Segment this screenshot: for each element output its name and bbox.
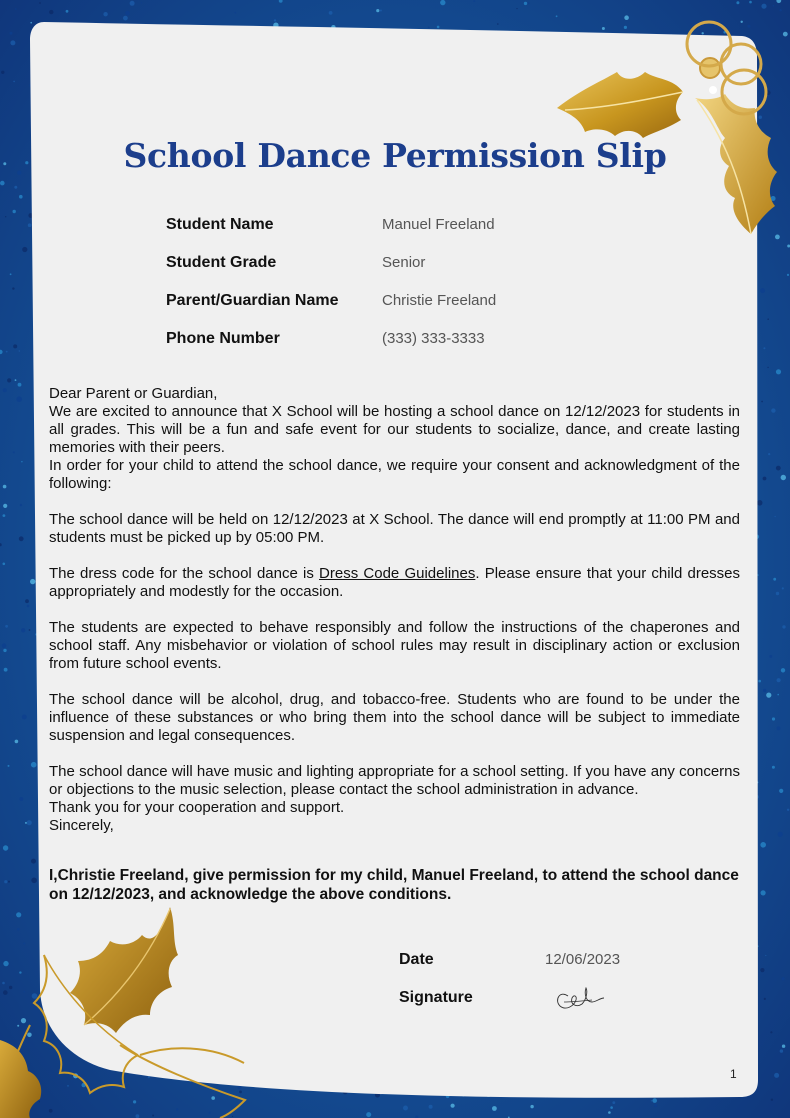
dress-code-text-before: The dress code for the school dance is	[49, 565, 320, 582]
info-row-phone-number	[166, 330, 566, 354]
info-row-parent-name	[166, 292, 566, 316]
dress-code-link[interactable]: Dress Code Guidelines	[319, 565, 476, 582]
letter-substances: The school dance will be alcohol, drug, and tobacco-free. Students who are found to be under the influence of these substances or who bring them into the school dance will be subject to immediate suspension and legal consequences.	[49, 691, 740, 744]
letter-behavior: The students are expected to behave responsibly and follow the instructions of the chaperones and school staff. Any misbehavior or violation of school rules may result in disciplinary action or exclusion from future school events.	[49, 619, 740, 672]
letter-time-terms: The school dance will be held on 12/12/2023 at X School. The dance will end promptly at 11:00 PM and students must be picked up by 05:00 PM.	[49, 511, 740, 546]
student-grade-value: Senior	[382, 254, 426, 271]
student-grade-label: Student Grade	[166, 254, 277, 271]
consent-statement: I,Christie Freeland, give permission for my child, Manuel Freeland, to attend the school dance on 12/12/2023, and acknowledge the above conditions.	[49, 867, 739, 903]
signature-label: Signature	[399, 989, 473, 1006]
phone-number-label: Phone Number	[166, 330, 280, 347]
letter-body	[49, 385, 740, 835]
parent-name-value: Christie Freeland	[382, 292, 497, 309]
letter-dress-code	[49, 565, 740, 601]
date-row	[399, 951, 729, 975]
letter-music: The school dance will have music and lighting appropriate for a school setting. If you have any concerns or objections to the music selection, please contact the school administration in advance.	[49, 763, 740, 798]
parent-name-label: Parent/Guardian Name	[166, 292, 339, 309]
letter-consent-request: In order for your child to attend the school dance, we require your consent and acknowledgment of the following:	[49, 457, 740, 492]
letter-closing: Sincerely,	[49, 817, 114, 834]
letter-greeting: Dear Parent or Guardian,	[49, 385, 218, 402]
student-name-label: Student Name	[166, 216, 274, 233]
info-row-student-grade	[166, 254, 566, 278]
student-name-value: Manuel Freeland	[382, 216, 495, 233]
page-title: School Dance Permission Slip	[123, 136, 667, 175]
phone-number-value: (333) 333-3333	[382, 330, 485, 347]
date-label: Date	[399, 951, 434, 968]
letter-thanks: Thank you for your cooperation and support.	[49, 799, 345, 816]
holly-decoration-top-right	[545, 20, 790, 250]
info-row-student-name	[166, 216, 566, 240]
page-number: 1	[730, 1067, 737, 1081]
date-value: 12/06/2023	[545, 951, 621, 968]
signature-scribble	[552, 984, 608, 1014]
dress-code-text-after: . Please ensure that your child dresses appropriately and modestly for the occasion.	[49, 565, 741, 600]
holly-decoration-bottom-left	[0, 895, 250, 1118]
letter-intro: We are excited to announce that X School will be hosting a school dance on 12/12/2023 for students in all grades. This will be a fun and safe event for our students to socialize, dance, and create lasting memories with their peers.	[49, 403, 740, 456]
